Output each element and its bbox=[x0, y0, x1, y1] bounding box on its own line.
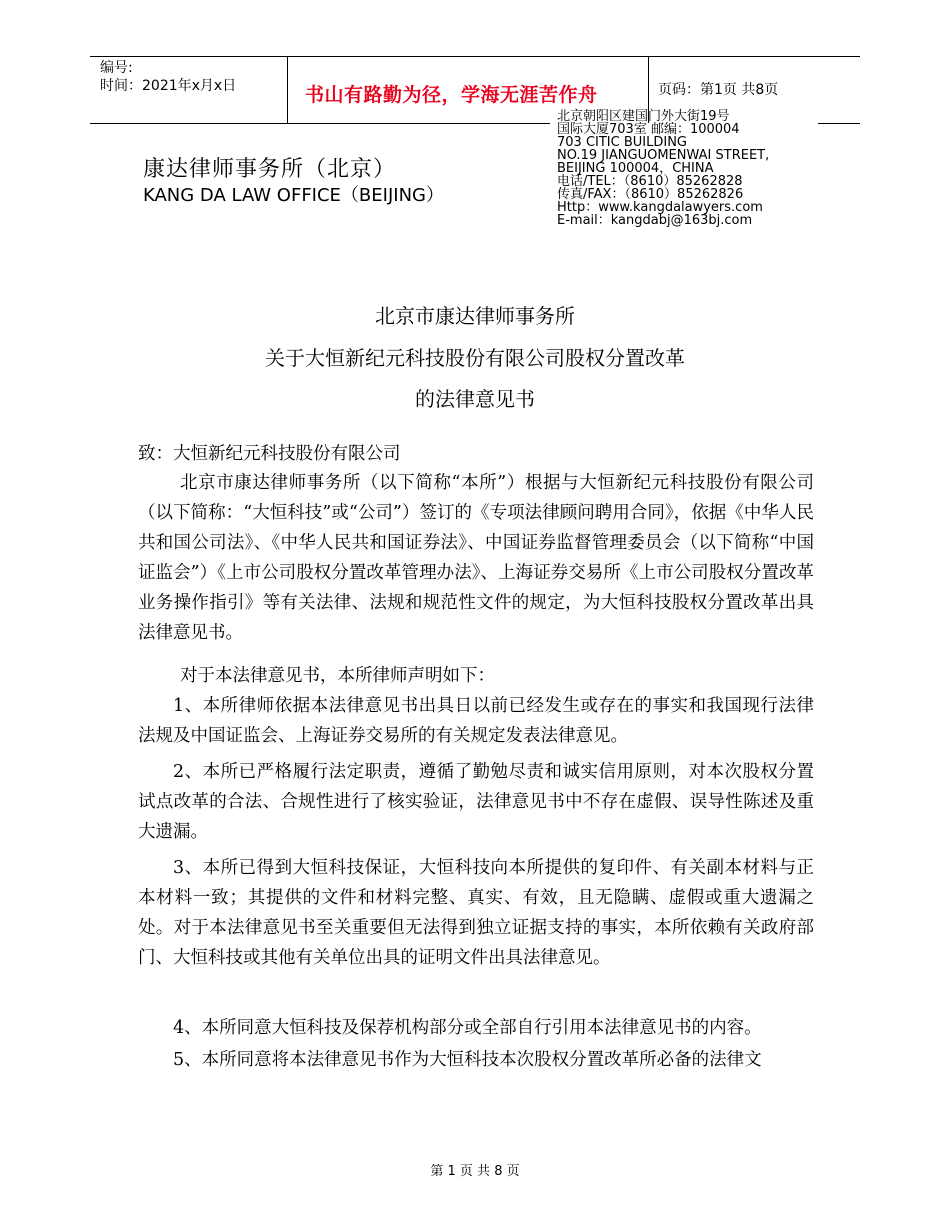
body-paragraph: 5、本所同意将本法律意见书作为大恒科技本次股权分置改革所必备的法律文 bbox=[173, 1050, 762, 1070]
address-line: 电话/TEL：（8610）85262828 bbox=[557, 174, 743, 189]
addressee: 致：大恒新纪元科技股份有限公司 bbox=[138, 444, 401, 464]
footer-page-number: 第 1 页 共 8 页 bbox=[430, 1164, 520, 1179]
address-line: 传真/FAX：（8610）85262826 bbox=[557, 187, 744, 202]
body-paragraph: 3、本所已得到大恒科技保证，大恒科技向本所提供的复印件、有关副本材料与正本材料一致；其提供的文件和材料完整、真实、有效，且无隐瞒、虚假或重大遗漏之处。对于本法律意见书至关重要但无法得到独立证据支持的事实，本所依赖有关政府部门、大恒科技或其他有关单位出具的证明文件出具法律意见。 bbox=[138, 858, 814, 968]
firm-address-block bbox=[557, 110, 769, 227]
address-line: E-mail：kangdabj@163bj.com bbox=[557, 213, 753, 228]
header-bottom-rule-right bbox=[818, 123, 860, 124]
address-line: 北京朝阳区建国门外大街19号 bbox=[557, 109, 730, 124]
document-title-line-2: 关于大恒新纪元科技股份有限公司股权分置改革 bbox=[265, 346, 685, 370]
body-paragraph: 4、本所同意大恒科技及保荐机构部分或全部自行引用本法律意见书的内容。 bbox=[173, 1018, 762, 1038]
address-line: Http：www.kangdalawyers.com bbox=[557, 200, 763, 215]
document-number-label: 编号: bbox=[100, 60, 133, 76]
document-title-line-3: 的法律意见书 bbox=[415, 387, 535, 411]
body-paragraph: 北京市康达律师事务所（以下简称“本所”）根据与大恒新纪元科技股份有限公司（以下简称：“大恒科技”或“公司”）签订的《专项法律顾问聘用合同》，依据《中华人民共和国公司法》、《中华人民共和国证券法》、中国证券监督管理委员会（以下简称“中国证监会”）《上市公司股权分置改革管理办法》、上海证券交易所《上市公司股权分置改革业务操作指引》等有关法律、法规和规范性文件的规定，为大恒科技股权分置改革出具法律意见书。 bbox=[138, 473, 814, 643]
address-line: 国际大厦703室 邮编：100004 bbox=[557, 122, 740, 137]
body-paragraph: 2、本所已严格履行法定职责，遵循了勤勉尽责和诚实信用原则，对本次股权分置试点改革的合法、合规性进行了核实验证，法律意见书中不存在虚假、误导性陈述及重大遗漏。 bbox=[138, 762, 814, 842]
address-line: NO.19 JIANGUOMENWAI STREET, bbox=[557, 148, 770, 163]
document-title-line-1: 北京市康达律师事务所 bbox=[375, 304, 575, 328]
body-paragraph: 对于本法律意见书，本所律师声明如下： bbox=[180, 666, 495, 686]
header-motto: 书山有路勤为径，学海无涯苦作舟 bbox=[305, 84, 598, 106]
header-bottom-rule-left bbox=[90, 123, 550, 124]
address-line: 703 CITIC BUILDING bbox=[557, 135, 687, 150]
header-page-info: 页码：第1页 共8页 bbox=[658, 82, 779, 98]
firm-name-cn: 康达律师事务所（北京） bbox=[143, 157, 397, 182]
header-divider-1 bbox=[287, 56, 288, 123]
header-top-rule bbox=[90, 56, 860, 57]
body-paragraph: 1、本所律师依据本法律意见书出具日以前已经发生或存在的事实和我国现行法律法规及中国证监会、上海证券交易所的有关规定发表法律意见。 bbox=[138, 696, 814, 746]
address-line: BEIJING 100004，CHINA bbox=[557, 161, 714, 176]
firm-name-en: KANG DA LAW OFFICE（BEIJING） bbox=[143, 185, 444, 206]
document-time: 时间：2021年x月x日 bbox=[100, 78, 237, 94]
